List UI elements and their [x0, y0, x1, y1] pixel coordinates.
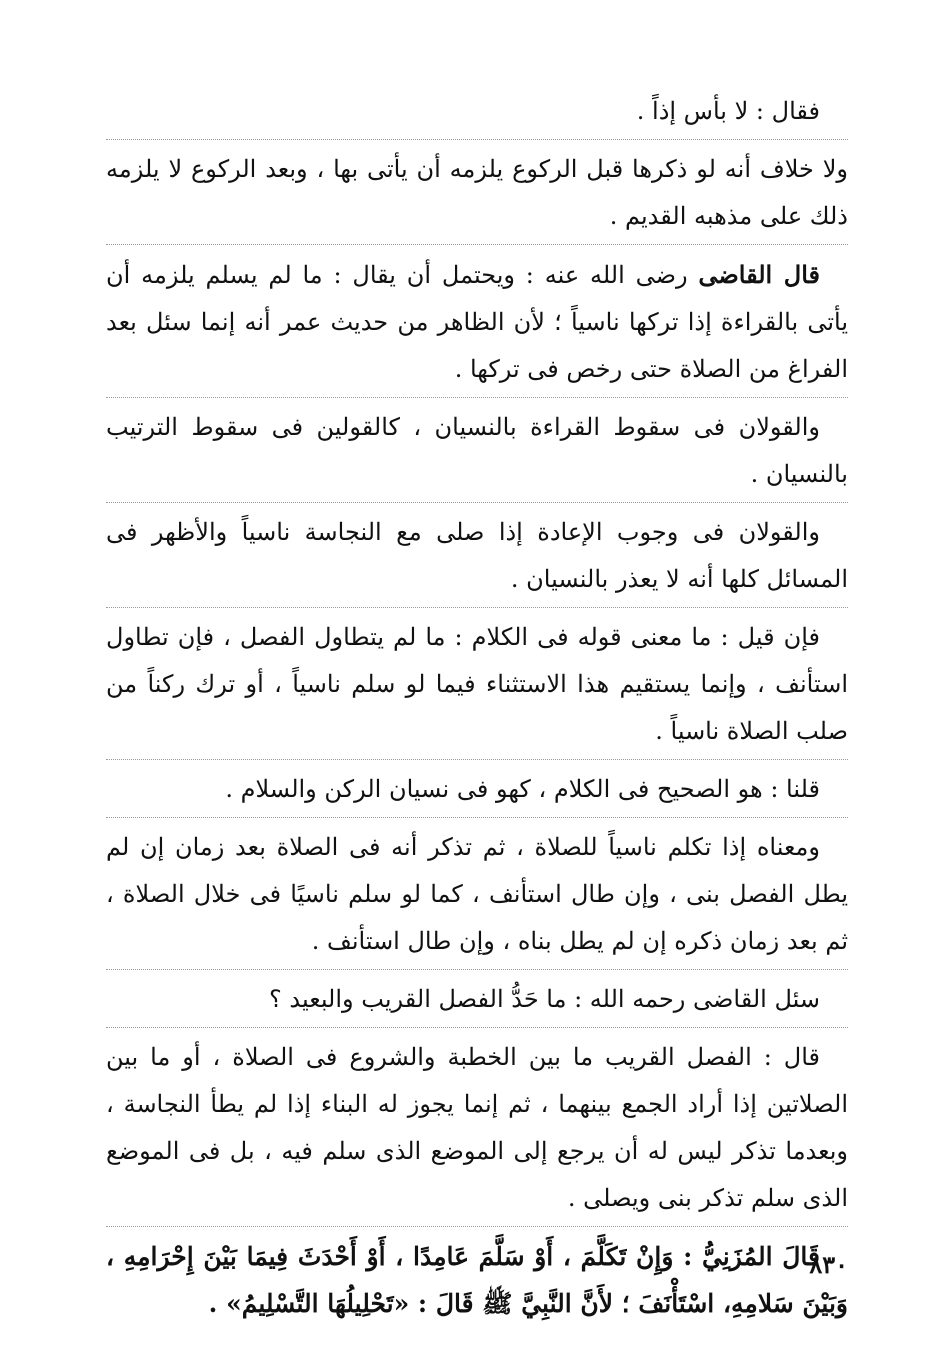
paragraph-3: قال القاضى رضى الله عنه : ويحتمل أن يقال : ما لم يسلم يلزمه أن يأتى بالقراءة إذا تركها ناسياً ؛ لأن الظاهر من حديث عمر أنه إنما سئل بعد الفراغ من الصلاة حتى رخص فى تركها . — [106, 244, 848, 393]
paragraph-7: قلنا : هو الصحيح فى الكلام ، كهو فى نسيان الركن والسلام . — [106, 759, 848, 813]
page-number: ٨٣٠ — [809, 1250, 848, 1279]
qadi-lead: قال القاضى — [698, 260, 820, 289]
page-body-text — [106, 88, 848, 1327]
paragraph-2: ولا خلاف أنه لو ذكرها قبل الركوع يلزمه أن يأتى بها ، وبعد الركوع لا يلزمه ذلك على مذهبه القديم . — [106, 139, 848, 240]
paragraph-4: والقولان فى سقوط القراءة بالنسيان ، كالقولين فى سقوط الترتيب بالنسيان . — [106, 397, 848, 498]
paragraph-10: قال : الفصل القريب ما بين الخطبة والشروع فى الصلاة ، أو ما بين الصلاتين إذا أراد الجمع بينهما ، ثم إنما يجوز له البناء إذا لم يطأ النجاسة ، وبعدما تذكر ليس له أن يرجع إلى الموضع الذى سلم فيه ، بل فى الموضع الذى سلم تذكر بنى ويصلى . — [106, 1027, 848, 1222]
paragraph-8: ومعناه إذا تكلم ناسياً للصلاة ، ثم تذكر أنه فى الصلاة بعد زمان إن لم يطل الفصل بنى ، وإن طال استأنف ، كما لو سلم ناسيًا فى خلال الصلاة ، ثم بعد زمان ذكره إن لم يطل بناه ، وإن طال استأنف . — [106, 817, 848, 965]
paragraph-5: والقولان فى وجوب الإعادة إذا صلى مع النجاسة ناسياً والأظهر فى المسائل كلها أنه لا يعذر بالنسيان . — [106, 502, 848, 603]
paragraph-1: فقال : لا بأس إذاً . — [636, 97, 820, 125]
paragraph-6: فإن قيل : ما معنى قوله فى الكلام : ما لم يتطاول الفصل ، فإن تطاول استأنف ، وإنما يستقيم هذا الاستثناء فيما لو سلم ناسياً ، أو ترك ركناً من صلب الصلاة ناسياً . — [106, 607, 848, 755]
paragraph-11-muzani: قَالَ المُزَنِيُّ : وَإِنْ تَكَلَّمَ ، أَوْ سَلَّمَ عَامِدًا ، أَوْ أَحْدَثَ فِيمَا بَيْنَ إِحْرَامِهِ ، وَبَيْنَ سَلامِهِ، اسْتَأْنَفَ ؛ لأَنَّ النَّبِيَّ ﷺ قَالَ : «تَحْلِيلُهَا التَّسْلِيمُ» . — [106, 1226, 848, 1327]
paragraph-9: سئل القاضى رحمه الله : ما حَدُّ الفصل القريب والبعيد ؟ — [106, 969, 848, 1023]
